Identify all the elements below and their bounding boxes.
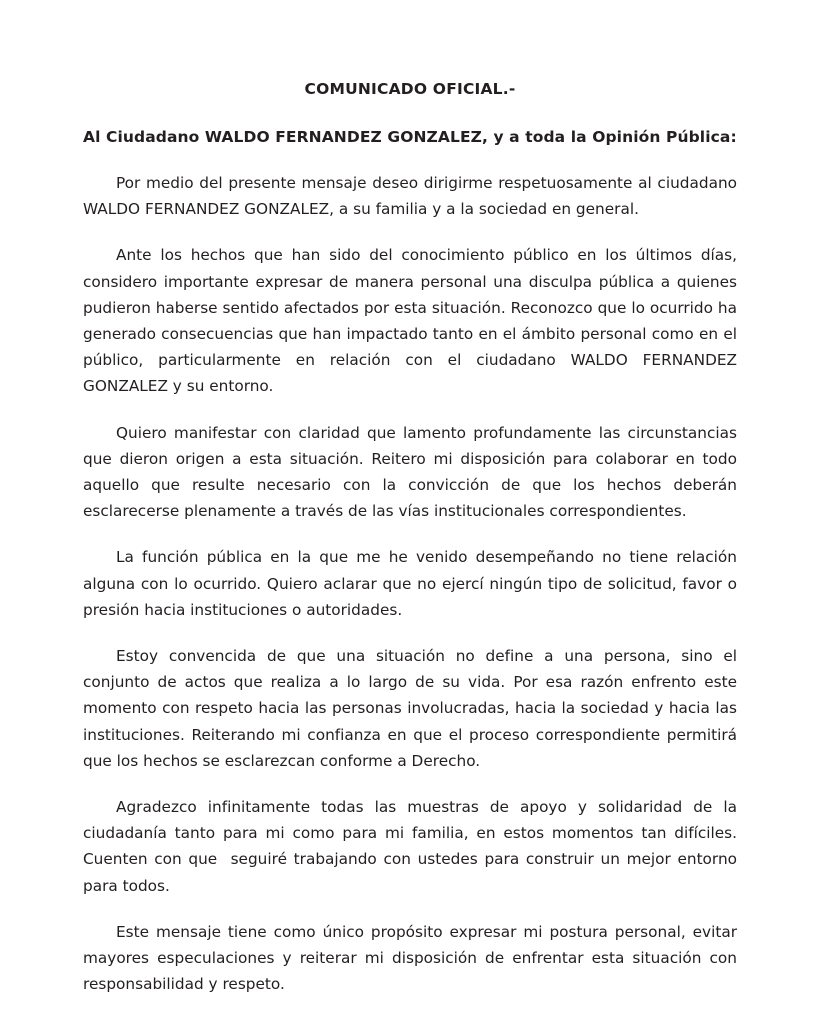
document-addressee: Al Ciudadano WALDO FERNANDEZ GONZALEZ, y a toda la Opinión Pública:	[83, 128, 737, 146]
body-paragraph: Agradezco infinitamente todas las muestras de apoyo y solidaridad de la ciudadanía tanto para mi como para mi familia, en estos momentos tan difíciles. Cuenten con que seguiré trabajando con ustedes para construir un mejor entorno para todos.	[83, 798, 742, 895]
body-paragraph: La función pública en la que me he venido desempeñando no tiene relación alguna con lo ocurrido. Quiero aclarar que no ejercí ningún tipo de solicitud, favor o presión hacia instituciones o autoridades.	[83, 548, 742, 619]
document-title: COMUNICADO OFICIAL.-	[304, 80, 516, 98]
body-paragraph: Estoy convencida de que una situación no define a una persona, sino el conjunto de actos que realiza a lo largo de su vida. Por esa razón enfrento este momento con respeto hacia las personas involucradas, hacia la sociedad y hacia las instituciones. Reiterando mi confianza en que el proceso correspondiente permitirá que los hechos se esclarezcan conforme a Derecho.	[83, 647, 742, 770]
body-paragraph: Ante los hechos que han sido del conocimiento público en los últimos días, considero importante expresar de manera personal una disculpa pública a quienes pudieron haberse sentido afectados por esta situación. Reconozco que lo ocurrido ha generado consecuencias que han impactado tanto en el ámbito personal como en el público, particularmente en relación con el ciudadano WALDO FERNANDEZ GONZALEZ y su entorno.	[83, 246, 742, 396]
document-body	[83, 0, 742, 997]
body-paragraph: Por medio del presente mensaje deseo dirigirme respetuosamente al ciudadano WALDO FERNANDEZ GONZALEZ, a su familia y a la sociedad en general.	[83, 174, 742, 219]
body-paragraph: Quiero manifestar con claridad que lamento profundamente las circunstancias que dieron origen a esta situación. Reitero mi disposición para colaborar en todo aquello que resulte necesario con la convicción de que los hechos deberán esclarecerse plenamente a través de las vías institucionales correspondientes.	[83, 423, 742, 521]
body-paragraph: Este mensaje tiene como único propósito expresar mi postura personal, evitar mayores especulaciones y reiterar mi disposición de enfrentar esta situación con responsabilidad y respeto.	[83, 922, 742, 994]
